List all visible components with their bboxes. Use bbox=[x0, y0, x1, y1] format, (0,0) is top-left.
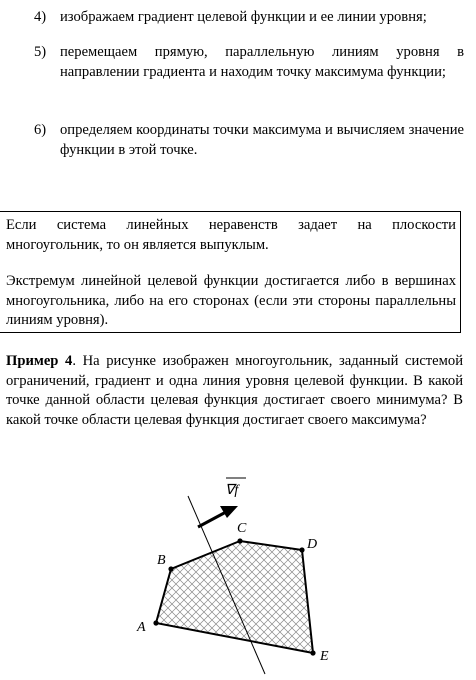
vertex-d-label: D bbox=[307, 537, 318, 552]
gradient-arrowhead bbox=[220, 506, 238, 518]
gradient-arrow bbox=[198, 512, 226, 527]
step-text: изображаем градиент целевой функции и ее линии уровня; bbox=[60, 9, 427, 25]
vertex-a-label: A bbox=[137, 620, 146, 635]
step-number: 6) bbox=[34, 122, 47, 138]
vertex-a-point bbox=[153, 620, 158, 625]
step-number: 4) bbox=[34, 9, 47, 25]
step-text: определяем координаты точки максимума и вычисляем значение функции в этой точке. bbox=[60, 122, 464, 158]
vertex-b-label: B bbox=[157, 553, 166, 568]
step-text: перемещаем прямую, параллельную линиям уровня в направлении градиента и находим точку максимума функции; bbox=[60, 44, 464, 80]
example-label: Пример 4 bbox=[6, 353, 73, 369]
feasible-region bbox=[156, 541, 313, 653]
vertex-d-point bbox=[299, 547, 304, 552]
gradient-label: ∇f bbox=[225, 483, 239, 498]
vertex-c-label: C bbox=[237, 521, 247, 536]
vertex-e-label: E bbox=[320, 649, 329, 664]
example-text: . На рисунке изображен многоугольник, заданный системой ограничений, градиент и одна линия уровня целевой функции. В какой точке данной области целевая функция достигает своего минимума? В какой точке области целевая функция достигает своего максимума? bbox=[6, 353, 463, 428]
theorem-paragraph-1: Если система линейных неравенств задает на плоскости многоугольник, то он является выпуклым. bbox=[6, 217, 456, 253]
theorem-paragraph-2: Экстремум линейной целевой функции достигается либо в вершинах многоугольника, либо на его сторонах (если эти стороны параллельны линиям уровня). bbox=[6, 273, 456, 328]
vertex-b-point bbox=[168, 566, 173, 571]
vertex-e-point bbox=[310, 650, 315, 655]
step-number: 5) bbox=[34, 44, 47, 60]
vertex-c-point bbox=[237, 538, 242, 543]
